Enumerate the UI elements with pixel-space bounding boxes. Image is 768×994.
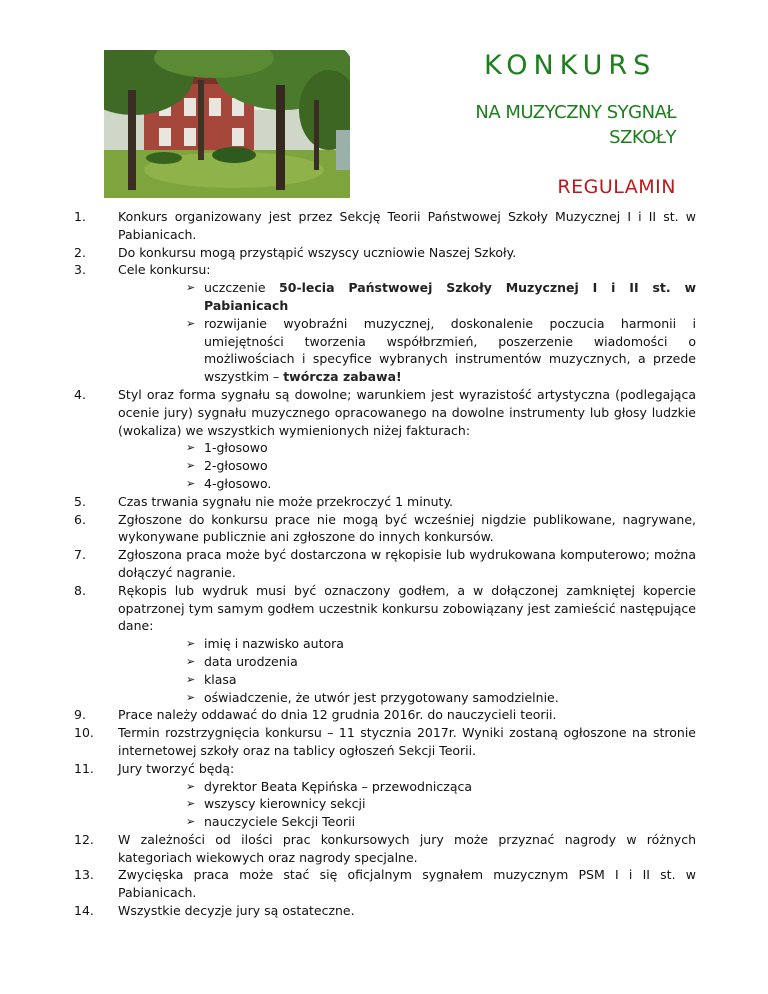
goal-text: rozwijanie wyobraźni muzycznej, doskonalenie poczucia harmonii i umiejętności tworzenia współbrzmień, poszerzenie wiadomości o możliwościach i specyfice wybranych instrumentów muzycznych, a przede wszystkim – — [204, 315, 696, 385]
rule-text: Zwycięska praca może stać się oficjalnym sygnałem muzycznym PSM I i II st. w Pabianicach. — [118, 867, 696, 901]
arrow-bullet-icon: ➢ — [186, 281, 196, 295]
rule-number: 2. — [74, 244, 86, 260]
sub-list-text: dyrektor Beata Kępińska – przewodnicząca — [204, 778, 473, 794]
rule-text: Zgłoszone do konkursu prace nie mogą być wcześniej nigdzie publikowane, nagrywane, wykonywane publicznie ani zgłoszone do innych konkursów. — [118, 511, 696, 545]
sub-list-item — [74, 778, 696, 796]
arrow-bullet-icon: ➢ — [186, 815, 196, 829]
sub-list-text — [204, 315, 696, 386]
sub-list-item — [74, 279, 696, 315]
rule-item — [74, 261, 696, 279]
rule-text: Styl oraz forma sygnału są dowolne; warunkiem jest wyrazistość artystyczna (podlegająca ocenie jury) sygnału muzycznego opracowanego na dowolne instrumenty lub głosy ludzkie (wokaliza) we wszystkich wymienionych niżej fakturach: — [118, 386, 696, 438]
rule-text: W zależności od ilości prac konkursowych jury może przyznać nagrody w różnych kategoriach wiekowych oraz nagrody specjalne. — [118, 831, 696, 865]
rule-text: Prace należy oddawać do dnia 12 grudnia 2016r. do nauczycieli teorii. — [118, 707, 557, 723]
subtitle-line-2: SZKOŁY — [609, 127, 676, 148]
rule-item — [74, 386, 696, 439]
rule-number: 12. — [74, 831, 94, 847]
arrow-bullet-icon: ➢ — [186, 316, 196, 330]
rule-number: 11. — [74, 760, 94, 776]
rule-text: Czas trwania sygnału nie może przekroczyć 1 minuty. — [118, 493, 454, 509]
goal-text: uczczenie — [204, 280, 280, 296]
sub-list-item — [74, 457, 696, 475]
arrow-bullet-icon: ➢ — [186, 476, 196, 490]
rule-number: 6. — [74, 511, 86, 527]
sub-list-text: imię i nazwisko autora — [204, 636, 344, 652]
rule-text: Cele konkursu: — [118, 262, 211, 278]
rule-text: Rękopis lub wydruk musi być oznaczony godłem, a w dołączonej zamkniętej kopercie opatrzonej tym samym godłem uczestnik konkursu zobowiązany jest zamieścić następujące dane: — [118, 582, 696, 634]
rule-item — [74, 724, 696, 760]
sub-list-item — [74, 635, 696, 653]
school-photo — [104, 50, 350, 198]
rule-number: 1. — [74, 209, 86, 224]
rule-text: Jury tworzyć będą: — [118, 760, 235, 776]
rule-number: 7. — [74, 547, 86, 563]
arrow-bullet-icon: ➢ — [186, 459, 196, 473]
regulation-heading: REGULAMIN — [557, 176, 676, 198]
rule-text: Termin rozstrzygnięcia konkursu – 11 stycznia 2017r. Wyniki zostaną ogłoszone na stronie internetowej szkoły oraz na tablicy ogłoszeń Sekcji Teorii. — [118, 725, 696, 758]
rule-number: 8. — [74, 582, 86, 598]
rule-item — [74, 493, 696, 511]
rule-item — [74, 208, 696, 244]
sub-list-text: 1-głosowo — [204, 440, 268, 456]
sub-list-item — [74, 671, 696, 689]
rule-item — [74, 866, 696, 902]
sub-list-item — [74, 315, 696, 386]
arrow-bullet-icon: ➢ — [186, 779, 196, 793]
rule-number: 9. — [74, 707, 86, 723]
goal-highlight: twórcza zabawa! — [283, 369, 402, 385]
rule-item — [74, 546, 696, 582]
rule-item — [74, 760, 696, 778]
rule-number: 13. — [74, 867, 94, 883]
sub-list-item — [74, 439, 696, 457]
rule-number: 3. — [74, 262, 86, 278]
rule-item — [74, 511, 696, 547]
rule-text: Zgłoszona praca może być dostarczona w rękopisie lub wydrukowana komputerowo; można dołączyć nagranie. — [118, 547, 696, 580]
arrow-bullet-icon: ➢ — [186, 441, 196, 455]
rule-number: 5. — [74, 493, 86, 509]
sub-list-text: klasa — [204, 671, 237, 687]
rule-item — [74, 831, 696, 867]
rule-item — [74, 582, 696, 635]
goal-highlight: 50-lecia Państwowej Szkoły Muzycznej I i II st. w Pabianicach — [204, 280, 697, 313]
rule-number: 4. — [74, 386, 86, 402]
rule-number: 14. — [74, 903, 94, 919]
rule-text: Do konkursu mogą przystąpić wszyscy uczniowie Naszej Szkoły. — [118, 244, 517, 260]
sub-list-text — [204, 279, 696, 315]
arrow-bullet-icon: ➢ — [186, 637, 196, 651]
rule-item — [74, 244, 696, 262]
rule-number: 10. — [74, 725, 94, 741]
rules-list — [74, 208, 696, 920]
rule-text: Konkurs organizowany jest przez Sekcję Teorii Państwowej Szkoły Muzycznej I i II st. w Pabianicach. — [118, 209, 696, 242]
subtitle-line-1: NA MUZYCZNY SYGNAŁ — [475, 102, 676, 123]
sub-list-text: data urodzenia — [204, 653, 298, 669]
page-title: KONKURS — [484, 50, 657, 81]
sub-list-text: oświadczenie, że utwór jest przygotowany samodzielnie. — [204, 689, 559, 705]
sub-list-text: 2-głosowo — [204, 458, 268, 474]
sub-list-text: wszyscy kierownicy sekcji — [204, 796, 366, 812]
sub-list-item — [74, 475, 696, 493]
arrow-bullet-icon: ➢ — [186, 654, 196, 668]
page-subtitle — [356, 100, 676, 150]
arrow-bullet-icon: ➢ — [186, 672, 196, 686]
arrow-bullet-icon: ➢ — [186, 797, 196, 811]
sub-list-item — [74, 813, 696, 831]
rule-item — [74, 706, 696, 724]
sub-list-item — [74, 653, 696, 671]
sub-list-text: 4-głosowo. — [204, 475, 272, 491]
sub-list-item — [74, 689, 696, 707]
rule-item — [74, 902, 696, 920]
sub-list-item — [74, 795, 696, 813]
rule-text: Wszystkie decyzje jury są ostateczne. — [118, 903, 355, 919]
sub-list-text: nauczyciele Sekcji Teorii — [204, 814, 356, 830]
arrow-bullet-icon: ➢ — [186, 690, 196, 704]
